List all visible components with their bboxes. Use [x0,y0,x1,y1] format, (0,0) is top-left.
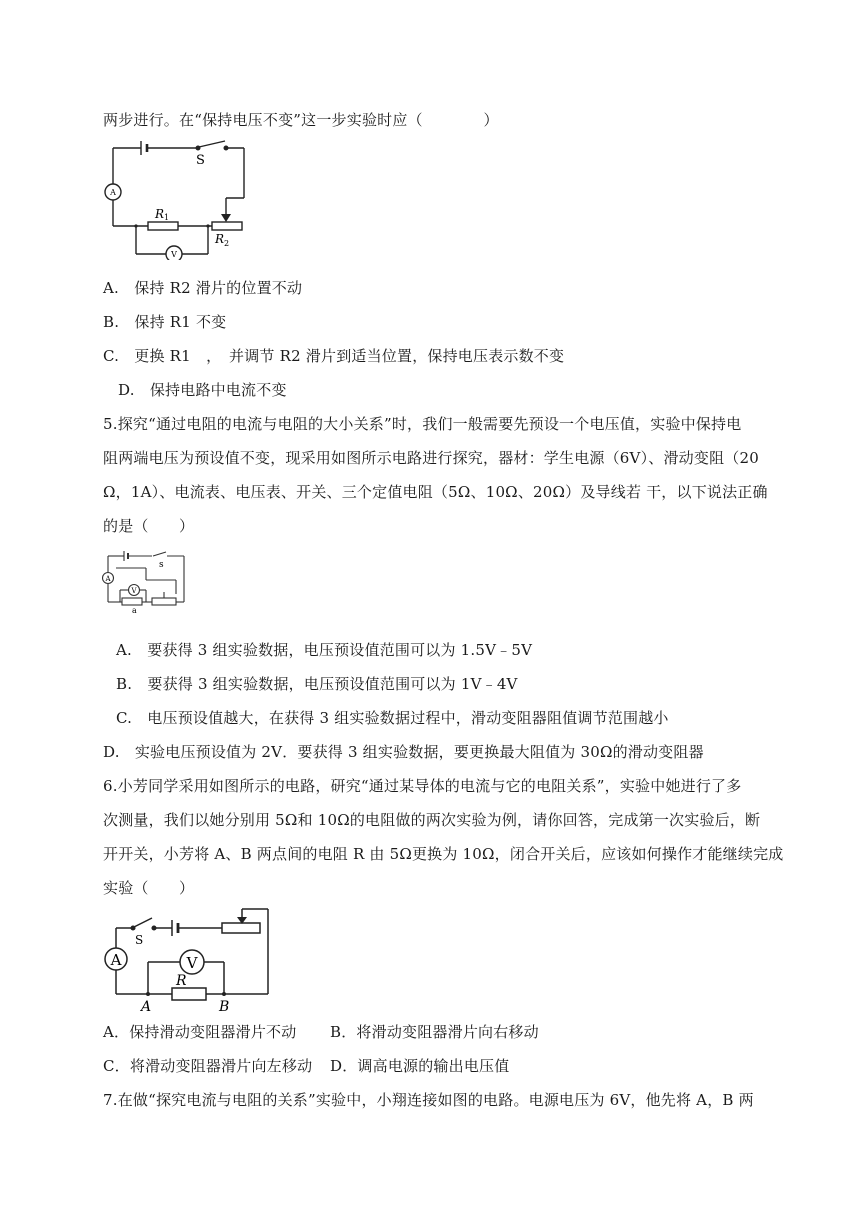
q4-ammeter-label: A [110,188,116,197]
q6-option-c: C．将滑动变阻器滑片向左移动 [103,1057,313,1075]
q4-r2-subscript: 2 [224,239,230,248]
q6-point-b-label: B [219,999,230,1014]
q5-ammeter-label: A [105,575,111,583]
q5-switch-blade [153,552,166,556]
q6-resistor-label: R [176,973,187,989]
q6-stem-line-4: 实验（ ） [103,879,195,897]
q4-stem-tail: 两步进行。在“保持电压不变”这一步实验时应（ ） [103,111,499,129]
q6-voltmeter-label: V [186,954,198,972]
q4-circuit-diagram [104,140,254,260]
q4-r2-label: R [215,232,225,246]
q6-circuit-diagram [102,906,272,1014]
q4-r2-rheostat [212,222,242,230]
q4-option-c: C. 更换 R1 ， 并调节 R2 滑片到适当位置，保持电压表示数不变 [103,347,565,365]
q4-r1-subscript: 1 [164,213,170,222]
q6-stem-line-3: 开开关，小芳将 A、B 两点间的电阻 R 由 5Ω更换为 10Ω，闭合开关后，应该如何操作才能继续完成 [103,845,784,863]
q5-option-c: C. 电压预设值越大，在获得 3 组实验数据过程中，滑动变阻器阻值调节范围越小 [116,709,669,727]
q6-point-a-label: A [141,999,152,1014]
q6-option-a: A．保持滑动变阻器滑片不动 [103,1023,297,1041]
q6-resistor-r [172,988,206,1000]
q5-resistor [122,598,142,605]
q5-resistor-label: a [132,606,137,614]
q6-option-b: B．将滑动变阻器滑片向右移动 [330,1023,539,1041]
q5-stem-line-2: 阻两端电压为预设值不变，现采用如图所示电路进行探究，器材：学生电源（6V）、滑动变阻（20 [103,449,759,467]
q4-r1-label: R [155,207,165,221]
q5-rheostat [152,598,176,605]
q7-stem-line-1: 7.在做“探究电流与电阻的关系”实验中，小翔连接如图的电路。电源电压为 6V，他先将 A，B 两 [103,1091,754,1109]
q4-option-d: D. 保持电路中电流不变 [118,381,287,399]
q6-stem-line-2: 次测量，我们以她分别用 5Ω和 10Ω的电阻做的两次实验为例，请你回答，完成第一次实验后，断 [103,811,761,829]
q5-option-a: A. 要获得 3 组实验数据，电压预设值范围可以为 1.5V﹣5V [116,641,533,659]
q6-stem-line-1: 6.小芳同学采用如图所示的电路，研究“通过某导体的电流与它的电阻关系”，实验中她进行了多 [103,777,742,795]
q5-stem-line-4: 的是（ ） [103,517,195,535]
q4-option-b: B. 保持 R1 不变 [103,313,227,331]
q5-voltmeter-label: V [131,587,137,595]
q5-stem-line-3: Ω，1A）、电流表、电压表、开关、三个定值电阻（5Ω、10Ω、20Ω）及导线若 干，以下说法正确 [103,483,768,501]
q6-option-d: D．调高电源的输出电压值 [330,1057,510,1075]
q4-voltmeter-label: V [171,250,177,259]
q6-rheostat [222,923,260,933]
q5-option-d: D. 实验电压预设值为 2V．要获得 3 组实验数据，要更换最大阻值为 30Ω的滑动变阻器 [103,743,704,761]
q5-switch-label: s [159,560,164,570]
q4-switch-label: S [196,153,205,168]
q6-switch-blade [134,918,152,927]
q6-ammeter-label: A [110,951,122,969]
q4-switch-blade [199,141,225,147]
q4-r1-resistor [148,222,178,230]
q4-option-a: A. 保持 R2 滑片的位置不动 [103,279,303,297]
q5-stem-line-1: 5.探究“通过电阻的电流与电阻的大小关系”时，我们一般需要先预设一个电压值，实验中保持电 [103,415,742,433]
q4-slider-arrow [221,214,231,222]
q5-option-b: B. 要获得 3 组实验数据，电压预设值范围可以为 1V﹣4V [116,675,518,693]
q6-switch-label: S [135,933,144,947]
q5-circuit-diagram [102,550,192,614]
